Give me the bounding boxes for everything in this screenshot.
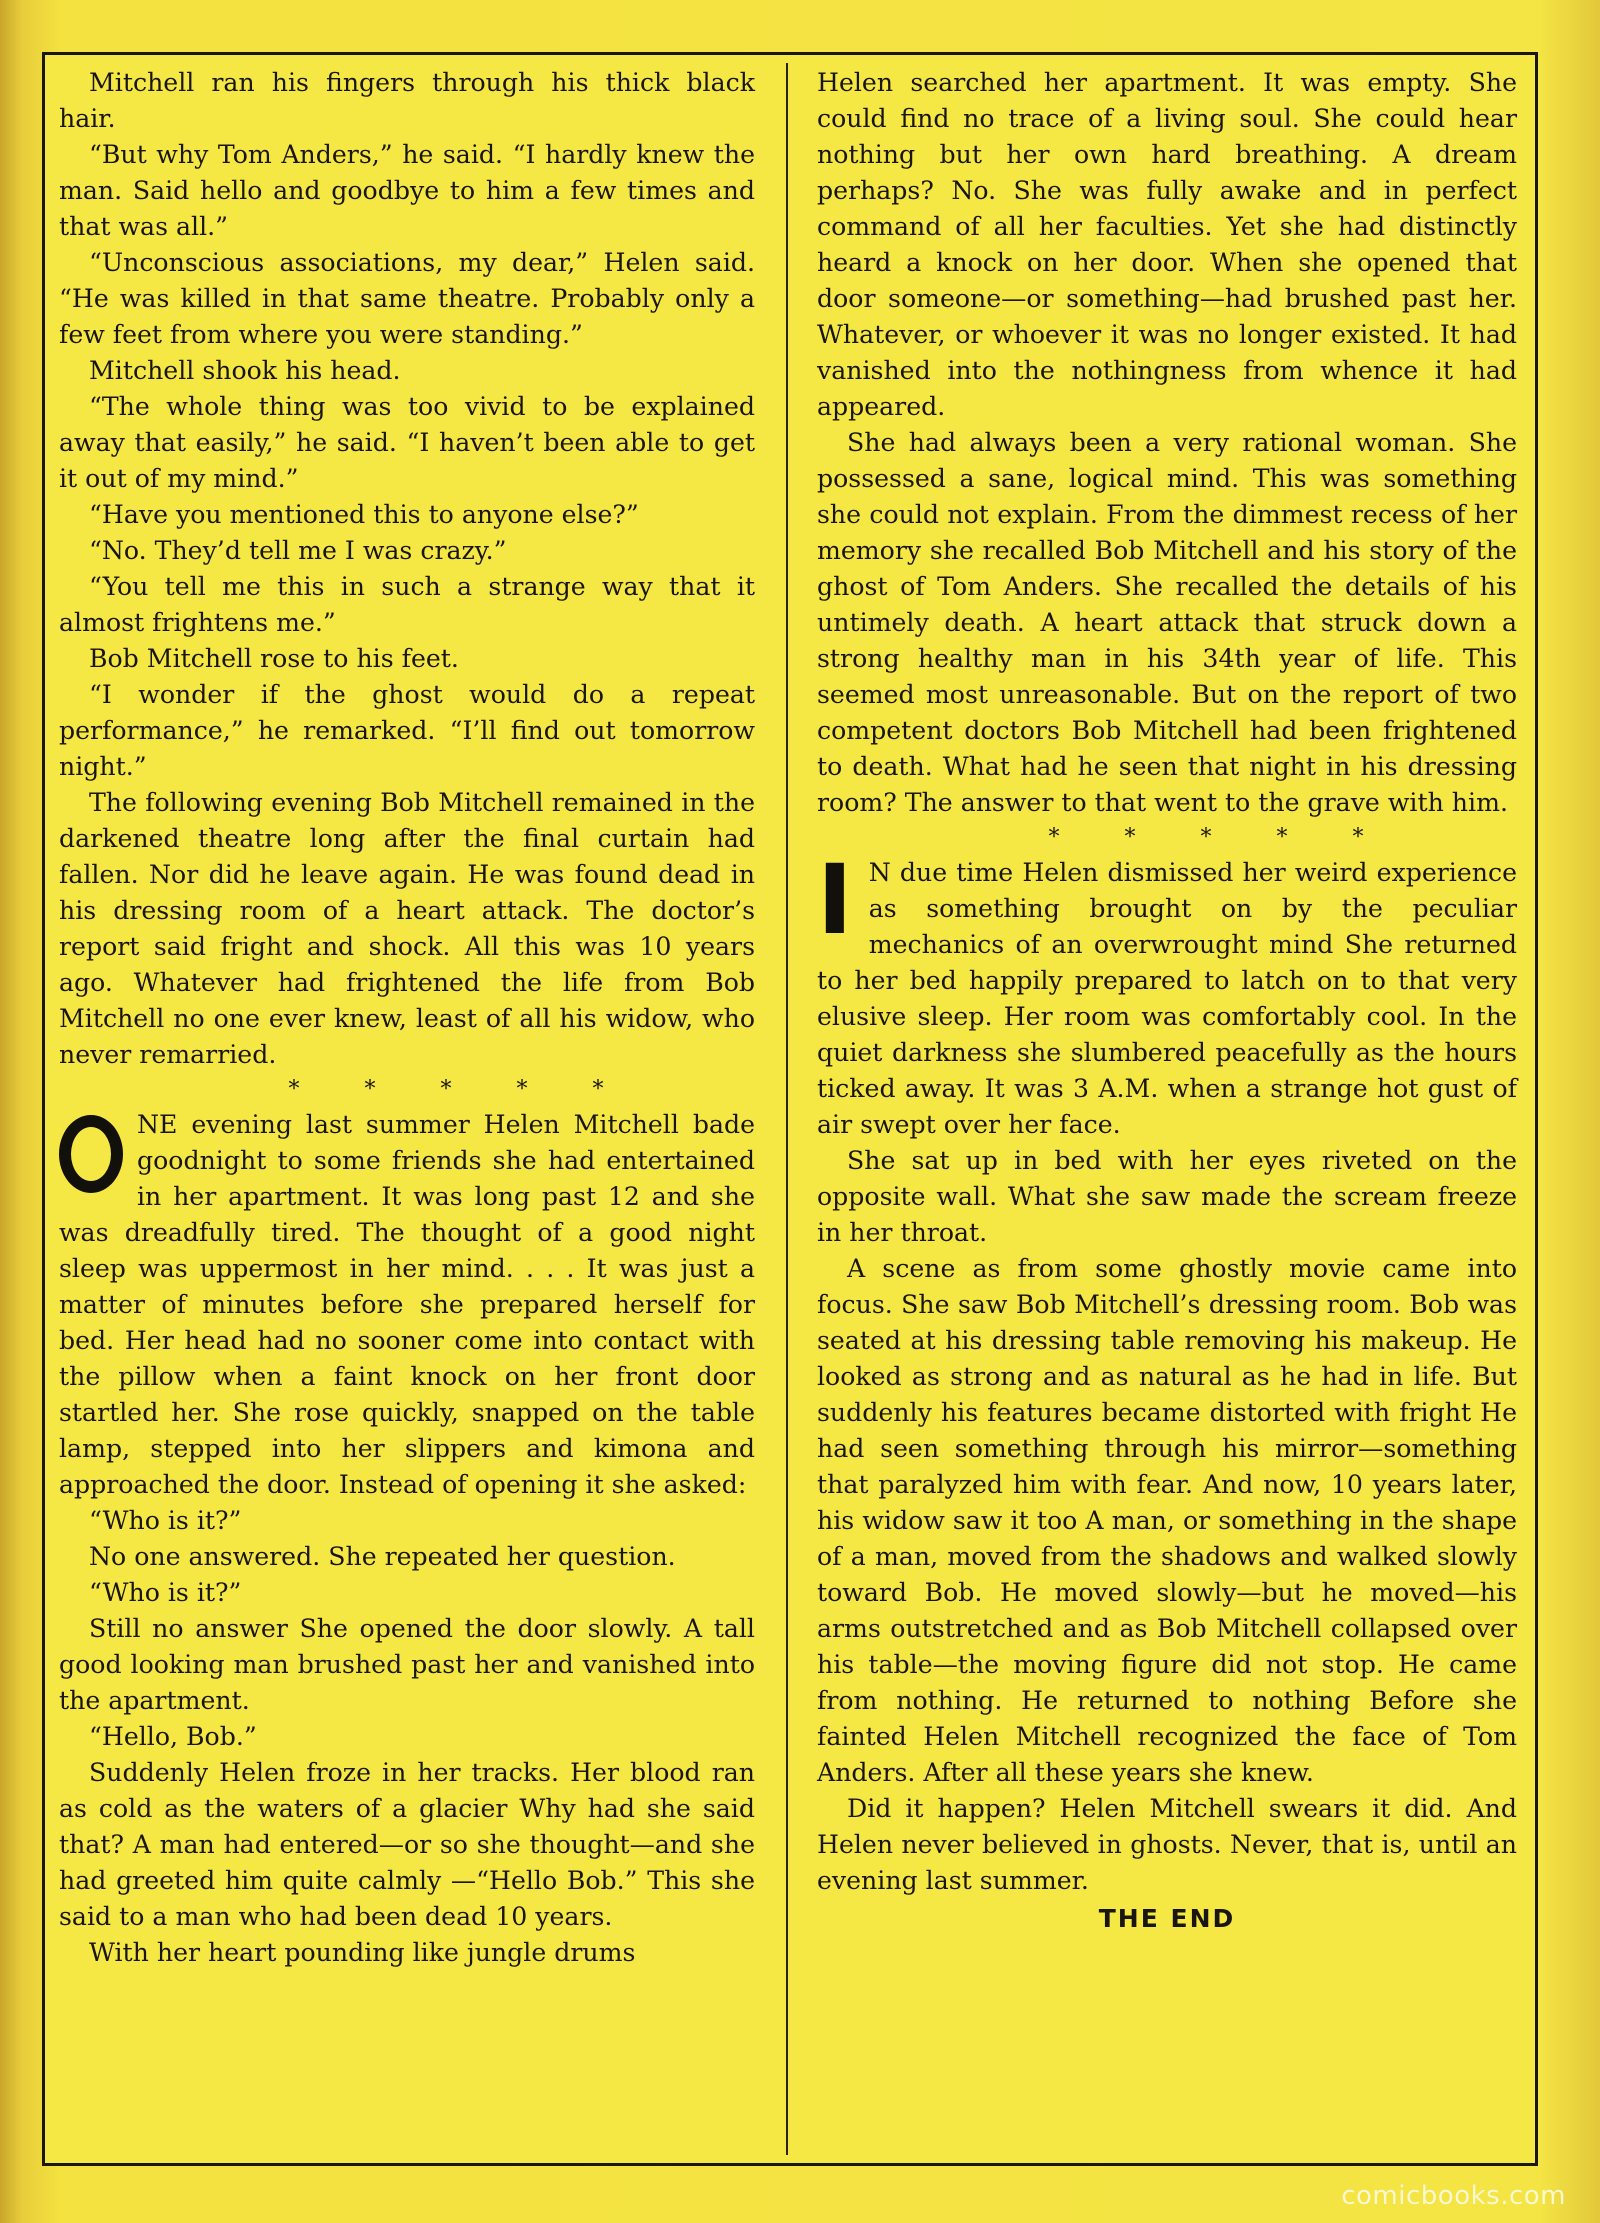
paragraph: Suddenly Helen froze in her tracks. Her blood ran as cold as the waters of a glacier Why had she said that? A man had entered—or so she thought—and she had greeted him quite calmly —“Hello Bob.” This she said to a man who had been dead 10 years. [59,1758,755,1931]
paragraph: She had always been a very rational woman. She possessed a sane, logical mind. This was something she could not explain. From the dimmest recess of her memory she recalled Bob Mitchell and his story of the ghost of Tom Anders. She recalled the details of his untimely death. A heart attack that struck down a strong healthy man in his 34th year of life. This seemed most unreasonable. But on the report of two competent doctors Bob Mitchell had been frightened to death. What had he seen that night in his dressing room? The answer to that went to the grave with him. [817,428,1517,817]
paragraph: The following evening Bob Mitchell remained in the darkened theatre long after the final curtain had fallen. Nor did he leave again. He was found dead in his dressing room of a heart attack. The doctor’s report said fright and shock. All this was 10 years ago. Whatever had frightened the life from Bob Mitchell no one ever knew, least of all his widow, who never remarried. [59,788,755,1069]
paragraph: N due time Helen dismissed her weird experience as something brought on by the peculiar mechanics of an overwrought mind She returned to her bed happily prepared to latch on to that very elusive sleep. Her room was comfortably cool. In the quiet darkness she slumbered peacefully as the hours ticked away. It was 3 A.M. when a strange hot gust of air swept over her face. [817,858,1517,1139]
drop-cap-o [59,1115,123,1193]
column-divider [786,63,788,2155]
star-ornament: * [1048,825,1062,850]
paragraph: Mitchell ran his fingers through his thick black hair. [59,68,755,133]
star-ornament: * [1276,825,1290,850]
drop-cap-i: I [817,844,853,956]
paragraph: No one answered. She repeated her question. [89,1542,676,1571]
paragraph: “But why Tom Anders,” he said. “I hardly knew the man. Said hello and goodbye to him a few times and that was all.” [59,140,755,241]
paragraph: She sat up in bed with her eyes riveted on the opposite wall. What she saw made the scream freeze in her throat. [817,1146,1517,1247]
left-column [59,65,755,1971]
paragraph: “The whole thing was too vivid to be explained away that easily,” he said. “I haven’t been able to get it out of my mind.” [59,392,755,493]
paragraph: Still no answer She opened the door slowly. A tall good looking man brushed past her and vanished into the apartment. [59,1614,755,1715]
paragraph: Did it happen? Helen Mitchell swears it did. And Helen never believed in ghosts. Never, that is, until an evening last summer. [817,1794,1517,1895]
paragraph: A scene as from some ghostly movie came into focus. She saw Bob Mitchell’s dressing room. Bob was seated at his dressing table removing his makeup. He looked as strong and as natural as he had in life. But suddenly his features became distorted with fright He had seen something through his mirror—something that paralyzed him with fear. And now, 10 years later, his widow saw it too A man, or something in the shape of a man, moved from the shadows and walked slowly toward Bob. He moved slowly—but he moved—his arms outstretched and as Bob Mitchell collapsed over his table—the moving figure did not stop. He came from nothing. He returned to nothing Before she fainted Helen Mitchell recognized the face of Tom Anders. After all these years she knew. [817,1254,1517,1787]
section-break-stars [59,1073,755,1107]
star-ornament: * [364,1077,378,1102]
paragraph: “I wonder if the ghost would do a repeat performance,” he remarked. “I’ll find out tomorrow night.” [59,680,755,781]
paragraph: “Unconscious associations, my dear,” Helen said. “He was killed in that same theatre. Probably only a few feet from where you were standing.” [59,248,755,349]
star-ornament: * [516,1077,530,1102]
paragraph: NE evening last summer Helen Mitchell bade goodnight to some friends she had entertained in her apartment. It was long past 12 and she was dreadfully tired. The thought of a good night sleep was uppermost in her mind. . . . It was just a matter of minutes before she prepared herself for bed. Her head had no sooner come into contact with the pillow when a faint knock on her front door startled her. She rose quickly, snapped on the table lamp, stepped into her slippers and kimona and approached the door. Instead of opening it she asked: [59,1110,755,1499]
star-ornament: * [1352,825,1366,850]
paragraph: “Hello, Bob.” [89,1722,257,1751]
drop-cap-paragraph [59,1107,755,1503]
paragraph: “Who is it?” [89,1506,242,1535]
star-ornament: * [288,1077,302,1102]
paragraph: With her heart pounding like jungle drums [89,1938,636,1967]
drop-cap-paragraph [817,844,1517,1143]
star-ornament: * [592,1077,606,1102]
paragraph: “Who is it?” [89,1578,242,1607]
right-column [817,65,1517,1937]
section-break-stars [817,821,1517,855]
paragraph: Mitchell shook his head. [89,356,401,385]
star-ornament: * [1124,825,1138,850]
paragraph: “Have you mentioned this to anyone else?” [89,500,639,529]
paragraph: “You tell me this in such a strange way that it almost frightens me.” [59,572,755,637]
paragraph: Bob Mitchell rose to his feet. [89,644,459,673]
the-end-label: THE END [1098,1904,1236,1933]
star-ornament: * [1200,825,1214,850]
paragraph: “No. They’d tell me I was crazy.” [89,536,507,565]
story-frame [42,52,1538,2166]
star-ornament: * [440,1077,454,1102]
watermark: comicbooks.com [1341,2181,1566,2211]
paragraph: Helen searched her apartment. It was empty. She could find no trace of a living soul. She could hear nothing but her own hard breathing. A dream perhaps? No. She was fully awake and in perfect command of all her faculties. Yet she had distinctly heard a knock on her door. When she opened that door someone—or something—had brushed past her. Whatever, or whoever it was no longer existed. It had vanished into the nothingness from whence it had appeared. [817,68,1517,421]
